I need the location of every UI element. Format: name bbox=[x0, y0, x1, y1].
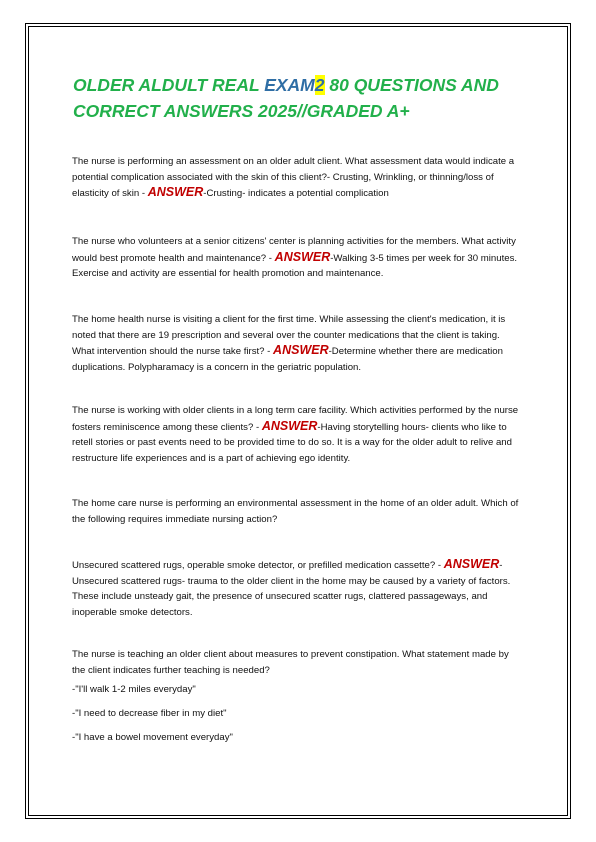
title-exam: EXAM bbox=[264, 75, 315, 95]
question-2: The nurse who volunteers at a senior citizens' center is planning activities for the members. What activity would best promote health and maintenance? - ANSWER-Walking 3-5 times per week for 30 minutes. Exercise and activity are essential for health promotion and maintenance. bbox=[72, 236, 518, 279]
title-number-highlight: 2 bbox=[314, 75, 325, 95]
question-6: Unsecured scattered rugs, operable smoke detector, or prefilled medication cassette? - ANSWER-Unsecured scattered rugs- trauma to the older client in the home may be caused by a variety of factors. These include unsteady gait, the presence of unsecured scatter rugs, clattered passageways, and inoperable smoke detectors. bbox=[72, 557, 511, 618]
document-title bbox=[73, 72, 553, 124]
title-part1: OLDER ALDULT REAL bbox=[73, 75, 265, 95]
title-part2: 80 QUESTIONS AND bbox=[324, 75, 499, 95]
option-1: -"I'll walk 1-2 miles everyday" bbox=[72, 684, 196, 695]
answer-label: ANSWER bbox=[261, 418, 318, 433]
question-1: The nurse is performing an assessment on an older adult client. What assessment data would indicate a potential complication associated with the skin of this client?- Crusting, Wrinkling, or thinning/loss of elasticity of skin - ANSWER-Crusting- indicates a potential complication bbox=[72, 156, 515, 199]
question-3: The home health nurse is visiting a client for the first time. While assessing the client's medication, it is noted that there are 19 prescription and several over the counter medications that the client is taking. What intervention should the nurse take first? - ANSWER-Determine whether there are medication duplications. Polypharamacy is a concern in the geriatric population. bbox=[72, 314, 506, 373]
question-5: The home care nurse is performing an environmental assessment in the home of an older adult. Which of the following requires immediate nursing action? bbox=[72, 498, 519, 525]
option-3: -"I have a bowel movement everyday" bbox=[72, 732, 233, 743]
question-4: The nurse is working with older clients in a long term care facility. Which activities performed by the nurse fosters reminiscence among these clients? - ANSWER-Having storytelling hours- clients who like to retell stories or past events need to be provided time to do so. It is a way for the older adult to relive and restructure life experiences and is a part of achieving ego identity. bbox=[72, 405, 519, 464]
option-2: -"I need to decrease fiber in my diet" bbox=[72, 708, 227, 719]
answer-label: ANSWER bbox=[147, 185, 204, 199]
question-7: The nurse is teaching an older client about measures to prevent constipation. What statement made by the client indicates further teaching is needed? bbox=[72, 649, 509, 676]
title-line2: CORRECT ANSWERS 2025//GRADED A+ bbox=[73, 101, 410, 121]
answer-label: ANSWER bbox=[274, 249, 331, 264]
answer-label: ANSWER bbox=[443, 557, 500, 571]
answer-label: ANSWER bbox=[273, 343, 329, 357]
